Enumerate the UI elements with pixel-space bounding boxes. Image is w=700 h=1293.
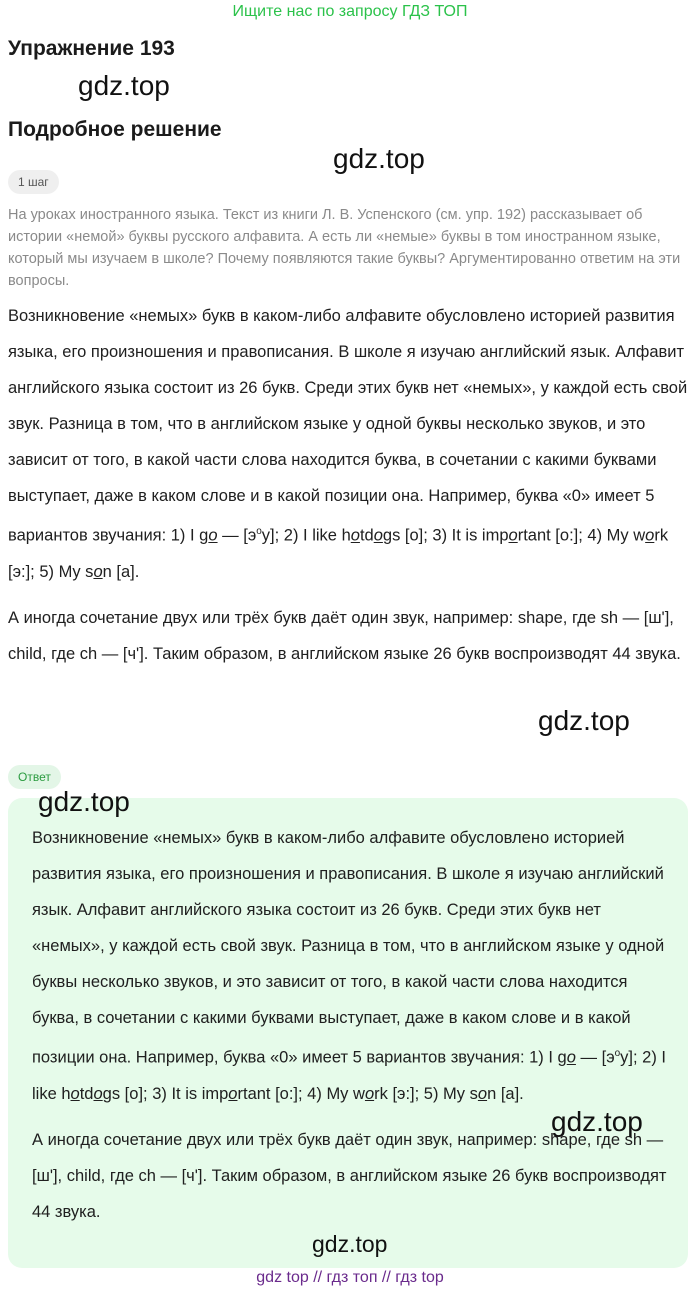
watermark: gdz.top [38,786,130,817]
watermark: gdz.top [551,1106,643,1137]
example-letter: o [350,526,360,545]
example-letter: o [364,1084,375,1103]
example-text: rtant [о:]; 4) My w [237,1084,365,1103]
example-text: gs [о]; 3) It is imp [382,526,509,545]
answer-paragraph-2: А иногда сочетание двух или трёх букв даёт один звук, например: shape, где sh — [ш'], child, где ch — [ч']. Таким образом, в английском языке 26 букв воспроизводят 44 звука. [32,1130,667,1221]
example-letter: o [93,1084,103,1103]
example-text: td [359,526,374,545]
example-superscript: o [614,1048,621,1059]
exercise-title: Упражнение 193 [8,37,175,60]
watermark: gdz.top [78,70,170,101]
example-text: — [э [217,526,257,545]
answer-p1-text: Возникновение «немых» букв в каком-либо алфавите обусловлено историей развития языка, его произношения и правописания. В школе я изучаю английский язык. Алфавит английского языка состоит из 26 букв. Среди этих букв нет «немых», у каждой есть свой звук. Разница в том, что в английском языке у одной буквы несколько звуков, и это зависит от того, в какой части слова находится буква, в сочетании с какими буквами выступает, даже в каком слове и в какой позиции она. Например, буква «0» имеет 5 вариантов звучания: 1) I g [32,829,665,1067]
example-text: у]; 2) I like h [32,1048,667,1103]
example-letter: o [645,526,655,545]
example-letter: o [566,1048,576,1067]
example-letter: o [373,526,383,545]
example-letter: o [508,526,518,545]
example-letter: o [477,1084,488,1103]
solution-paragraph-2: А иногда сочетание двух или трёх букв даёт один звук, например: shape, где sh — [ш'], child, где ch — [ч']. Таким образом, в английском языке 26 букв воспроизводят 44 звука. [8,608,681,663]
example-letter: o [93,562,103,581]
example-text: rk [э:]; 5) My s [374,1084,478,1103]
top-banner[interactable]: Ищите нас по запросу ГДЗ ТОП [232,3,468,20]
watermark: gdz.top [538,705,630,736]
solution-text [8,298,694,672]
example-letter: o [208,526,218,545]
footer-links[interactable]: gdz top // гдз топ // гдз top [256,1269,444,1286]
section-title: Подробное решение [8,118,222,141]
answer-paragraph-1 [32,820,668,1112]
example-letter: o [70,1084,80,1103]
example-text: — [э [575,1048,615,1067]
task-text: На уроках иностранного языка. Текст из книги Л. В. Успенского (см. упр. 192) рассказывает об истории «немой» буквы русского алфавита. А есть ли «немые» буквы в том иностранном языке, который мы изучаем в школе? Почему появляются такие буквы? Аргументированно ответим на эти вопросы. [8,207,681,289]
watermark: gdz.top [333,143,425,174]
example-text: rk [э:]; 5) My s [8,526,669,581]
solution-p1-text: Возникновение «немых» букв в каком-либо алфавите обусловлено историей развития языка, его произношения и правописания. В школе я изучаю английский язык. Алфавит английского языка состоит из 26 букв. Среди этих букв нет «немых», у каждой есть свой звук. Разница в том, что в английском языке у одной буквы несколько звуков, и это зависит от того, в какой части слова находится буква, в сочетании с какими буквами выступает, даже в каком слове и в какой позиции она. Например, буква «0» имеет 5 вариантов звучания: 1) I g [8,307,688,545]
step-badge: 1 шаг [8,170,59,194]
example-text: у]; 2) I like h [261,526,351,545]
example-letter: o [228,1084,238,1103]
example-text: n [а]. [102,562,140,581]
example-text: td [79,1084,94,1103]
answer-text [32,820,668,1230]
answer-box [8,798,688,1268]
watermark: gdz.top [312,1231,388,1257]
example-text: gs [о]; 3) It is imp [102,1084,229,1103]
example-text: rtant [о:]; 4) My w [517,526,646,545]
example-superscript: o [256,526,262,537]
answer-badge: Ответ [8,765,61,789]
example-text: n [а]. [487,1084,524,1103]
solution-paragraph-1 [8,298,694,590]
